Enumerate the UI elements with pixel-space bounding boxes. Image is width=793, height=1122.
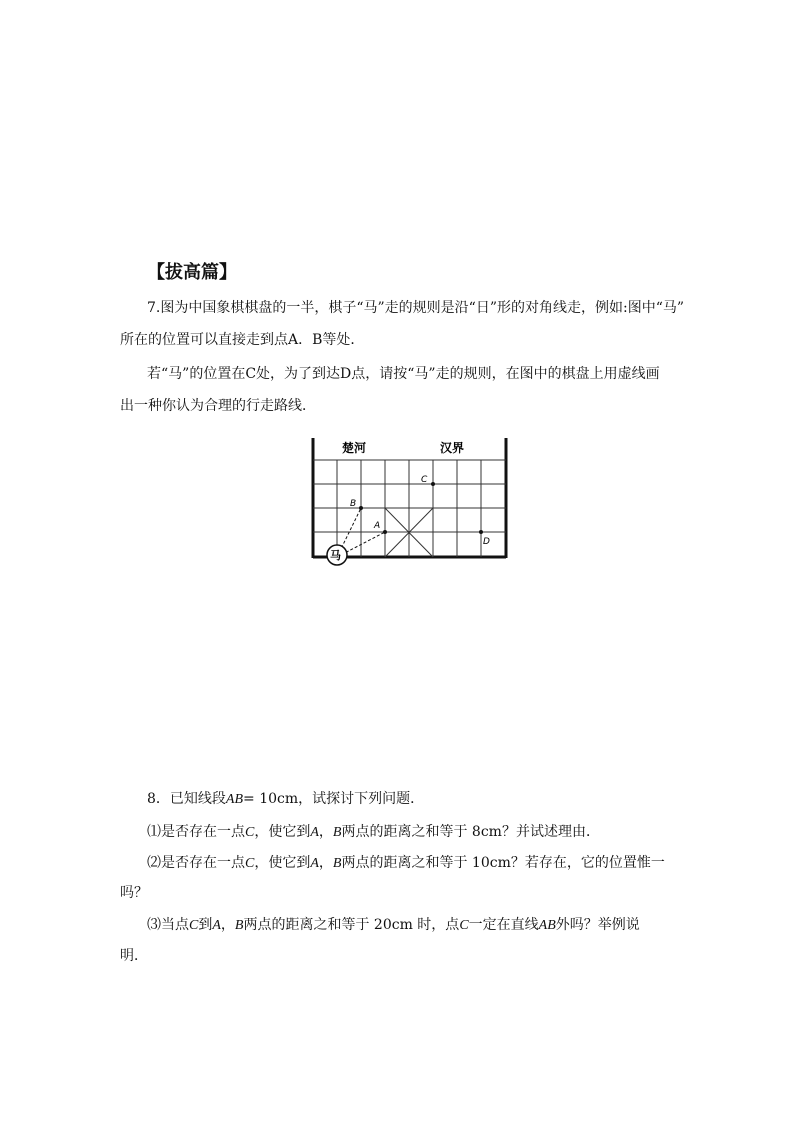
q2-text-b: ，使它到 [254, 855, 311, 871]
problem8-q2-line2: 吗？ [120, 885, 148, 901]
intro-eq: = 10 [243, 791, 278, 807]
chess-board-figure [310, 436, 510, 568]
problem8-intro [147, 789, 424, 810]
intro-suffix: cm，试探讨下列问题． [277, 791, 425, 807]
intro-ab: AB [225, 792, 244, 807]
q1-text-b: ，使它到 [254, 824, 311, 840]
q1-A: A [310, 825, 319, 840]
q3-rest2: 一定在直线 [468, 917, 539, 933]
problem8-q1 [147, 822, 600, 843]
problem8-q3-line2: 明． [120, 948, 148, 964]
label-c: C [421, 475, 428, 485]
point-c [431, 482, 435, 486]
label-d: D [483, 537, 490, 547]
q2-A: A [310, 856, 319, 871]
q3-ab: AB [538, 918, 556, 933]
q2-rest: 两点的距离之和等于 10cm？若存在，它的位置惟一 [341, 855, 665, 871]
intro-prefix: 8．已知线段 [147, 791, 226, 807]
label-b: B [350, 499, 357, 509]
river-right-label: 汉界 [440, 441, 465, 455]
q3-comma: ， [220, 917, 235, 933]
q3-text-a: ⑶当点 [147, 917, 189, 933]
river-left-label: 楚河 [342, 441, 367, 455]
q2-text-a: ⑵是否存在一点 [147, 855, 245, 871]
q3-A: A [212, 918, 221, 933]
problem7-line2: 所在的位置可以直接走到点A．B等处． [120, 332, 365, 348]
q2-comma: ， [318, 855, 333, 871]
q3-B: B [234, 918, 244, 933]
q2-c: C [245, 856, 255, 871]
q1-B: B [332, 825, 342, 840]
q3-c: C [189, 918, 199, 933]
q1-comma: ， [318, 824, 333, 840]
q2-B: B [332, 856, 342, 871]
q1-rest: 两点的距离之和等于 8cm？并试述理由． [341, 824, 600, 840]
section-heading: 【拔高篇】 [147, 262, 237, 283]
q3-c2: C [459, 918, 469, 933]
label-a: A [374, 521, 381, 531]
problem8-q2 [147, 853, 665, 874]
q1-c: C [245, 825, 255, 840]
q3-text-b: 到 [198, 917, 213, 933]
q1-text-a: ⑴是否存在一点 [147, 824, 245, 840]
point-d [479, 530, 483, 534]
q3-rest3: 外吗？举例说 [555, 917, 640, 933]
problem7-line3: 若“马”的位置在C处，为了到达D点，请按“马”走的规则，在图中的棋盘上用虚线画 [147, 366, 660, 382]
problem7-line4: 出一种你认为合理的行走路线． [120, 398, 316, 414]
q3-rest1: 两点的距离之和等于 20cm 时，点 [243, 917, 460, 933]
problem7-line1: 7.图为中国象棋棋盘的一半，棋子“马”走的规则是沿“日”形的对角线走，例如:图中“马” [147, 300, 685, 316]
horse-label: 马 [330, 549, 341, 562]
board-grid [313, 460, 506, 557]
problem8-q3 [147, 915, 640, 936]
